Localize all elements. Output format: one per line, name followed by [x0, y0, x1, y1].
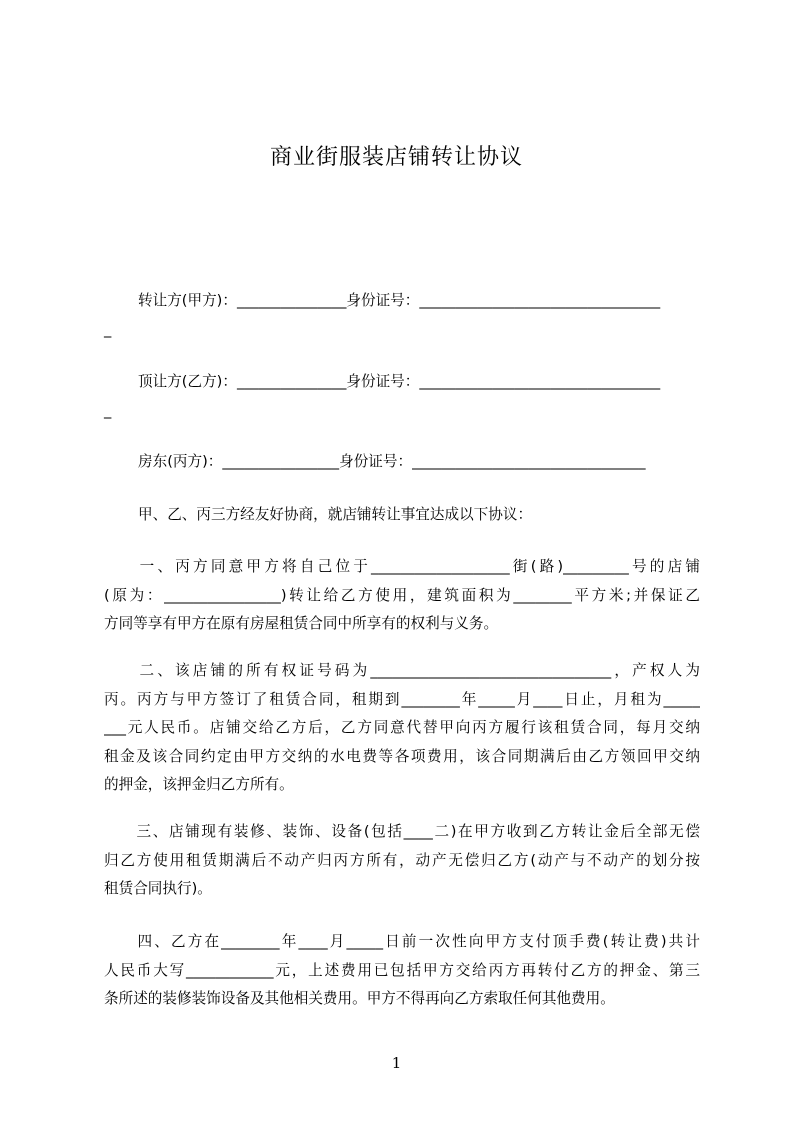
- clause-line: 租金及该合同约定由甲方交纳的水电费等各项费用，该合同期满后由乙方领回甲交纳: [104, 747, 700, 765]
- clause-line: 租赁合同执行)。: [104, 880, 212, 897]
- clause-line: 方同等享有甲方在原有房屋租赁合同中所享有的权利与义务。: [104, 615, 499, 632]
- clause-line: 归乙方使用租赁期满后不动产归丙方所有，动产无偿归乙方(动产与不动产的划分按: [104, 851, 700, 869]
- clause-line: 的押金，该押金归乙方所有。: [104, 776, 294, 793]
- clause-line: 人民币大写____________元，上述费用已包括甲方交给丙方再转付乙方的押金、第三: [104, 961, 700, 979]
- clause-line: 一、丙方同意甲方将自己位于___________________街(路)_________号的店铺: [104, 558, 700, 575]
- clause-line: 条所述的装修装饰设备及其他相关费用。甲方不得再向乙方索取任何其他费用。: [104, 990, 615, 1007]
- transferee-line: 顶让方(乙方)：_______________身份证号：_________________________________: [138, 373, 661, 390]
- page-number: 1: [391, 1054, 402, 1072]
- clause-line: 四、乙方在________年____月_____日前一次性向甲方支付顶手费(转让费)共计: [104, 933, 700, 950]
- document-title: 商业街服装店铺转让协议: [269, 145, 523, 170]
- transferee-line-continuation: _: [104, 402, 112, 419]
- landlord-line: 房东(丙方)：________________身份证号：________________________________: [138, 453, 646, 470]
- intro-paragraph: 甲、乙、丙三方经友好协商，就店铺转让事宜达成以下协议：: [138, 506, 533, 523]
- clause-line: 二、该店铺的所有权证号码为_________________________________，产权人为: [104, 662, 700, 679]
- transferor-line: 转让方(甲方)：_______________身份证号：_________________________________: [138, 292, 661, 309]
- clause-4: [104, 928, 700, 1014]
- clause-line: (原为：________________)转让给乙方使用，建筑面积为________平方米;并保证乙: [104, 586, 700, 604]
- clause-line: 丙。丙方与甲方签订了租赁合同，租期到________年_____月____日止，月租为_____: [104, 690, 700, 708]
- clause-3: [104, 818, 700, 904]
- clause-line: ___元人民币。店铺交给乙方后，乙方同意代替甲向丙方履行该租赁合同，每月交纳: [104, 719, 700, 736]
- clause-1: [104, 553, 700, 639]
- clause-line: 三、店铺现有装修、装饰、设备(包括____二)在甲方收到乙方转让金后全部无偿: [104, 823, 700, 840]
- clause-2: [104, 657, 700, 800]
- transferor-line-continuation: _: [104, 321, 112, 338]
